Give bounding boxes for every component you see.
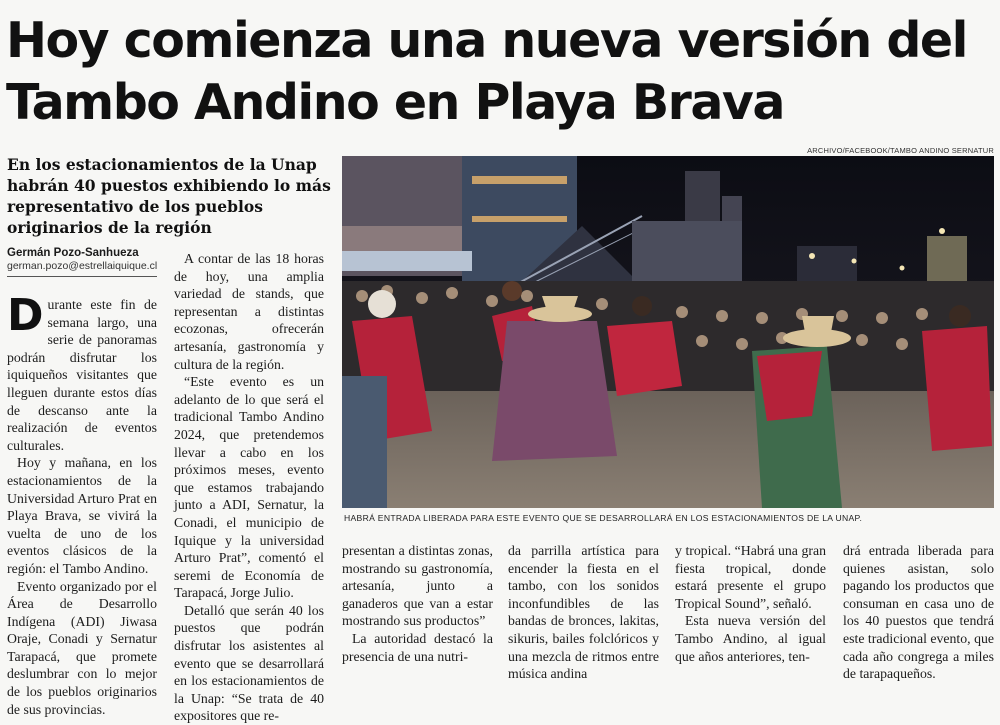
article-paragraph: drá entrada liberada para quienes asistan, solo pagando los productos que consuman en casa uno de los 40 puestos que tendrá este tradicional evento, que cada año congrega a miles de tarapaqueños. (843, 543, 994, 682)
article-paragraph: Evento organizado por el Área de Desarrollo Indígena (ADI) Jiwasa Oraje, Conadi y Sernatur Tarapacá, que promete deslumbrar con lo mejor de los pueblos originarios de sus provincias. (7, 578, 157, 717)
author-email: german.pozo@estrellaiquique.cl (7, 260, 158, 272)
photo-caption: HABRÁ ENTRADA LIBERADA PARA ESTE EVENTO QUE SE DESARROLLARÁ EN LOS ESTACIONAMIENTOS DE LA UNAP. (344, 513, 863, 523)
article-paragraph: Detalló que serán 40 los puestos que podrán disfrutar los asistentes al evento que se desarrollará en los estacionamientos de la Unap: “Se trata de 40 expositores que re- (174, 602, 324, 724)
author-name: Germán Pozo-Sanhueza (7, 247, 139, 259)
event-photo-illustration (342, 156, 994, 508)
article-column-5 (675, 542, 826, 665)
article-paragraph: da parrilla artística para encender la fiesta en el tambo, con los sonidos inconfundibles de las bandas de bronces, lakitas, sikuris, bailes folclóricos y una mezcla de ritmos entre música andina (508, 543, 659, 682)
article-column-2 (174, 250, 324, 725)
headline: Hoy comienza una nueva versión del Tambo Andino en Playa Brava (6, 12, 967, 131)
article-paragraph: A contar de las 18 horas de hoy, una amplia variedad de stands, que representan a distintas ecozonas, ofrecerán artesanía, gastronomía y cultura de la región. (174, 251, 324, 372)
byline (7, 246, 167, 273)
byline-divider (7, 276, 157, 277)
article-paragraph: Esta nueva versión del Tambo Andino, al igual que años anteriores, ten- (675, 613, 826, 664)
paragraph-text: urante este fin de semana largo, una serie de panoramas podrán disfrutar los iquiqueños visitantes que lleguen durante estos días de descanso ante la realización de eventos culturales. (7, 297, 157, 453)
drop-cap: D (7, 290, 44, 341)
article-column-3 (342, 542, 493, 665)
article-paragraph: La autoridad destacó la presencia de una nutri- (342, 630, 493, 664)
article-paragraph (7, 290, 157, 454)
article-column-4 (508, 542, 659, 683)
article-paragraph: “Este evento es un adelanto de lo que será el tradicional Tambo Andino 2024, que pretendemos llevar a cabo en los próximos meses, evento que estamos trabajando junto a ADI, Sernatur, la Conadi, el municipio de Iquique y la universidad Arturo Prat”, comentó el seremi de Economía de Tarapacá, Jorge Julio. (174, 374, 324, 601)
article-paragraph: y tropical. “Habrá una gran fiesta tropical, donde estará presente el grupo Tropical Sound”, señaló. (675, 543, 826, 611)
article-column-1 (7, 290, 157, 718)
event-photo (342, 156, 994, 508)
article-column-6 (843, 542, 994, 683)
article-paragraph: Hoy y mañana, en los estacionamientos de la Universidad Arturo Prat en Playa Brava, se vivirá la vuelta de uno de los eventos clásicos de la región: el Tambo Andino. (7, 455, 157, 576)
article-paragraph: presentan a distintas zonas, mostrando su gastronomía, artesanía, junto a ganaderos que van a estar mostrando sus productos” (342, 543, 493, 629)
photo-credit: ARCHIVO/FACEBOOK/TAMBO ANDINO SERNATUR (807, 146, 994, 155)
subheadline: En los estacionamientos de la Unap habrán 40 puestos exhibiendo lo más representativo de los pueblos originarios de la región (7, 155, 331, 237)
